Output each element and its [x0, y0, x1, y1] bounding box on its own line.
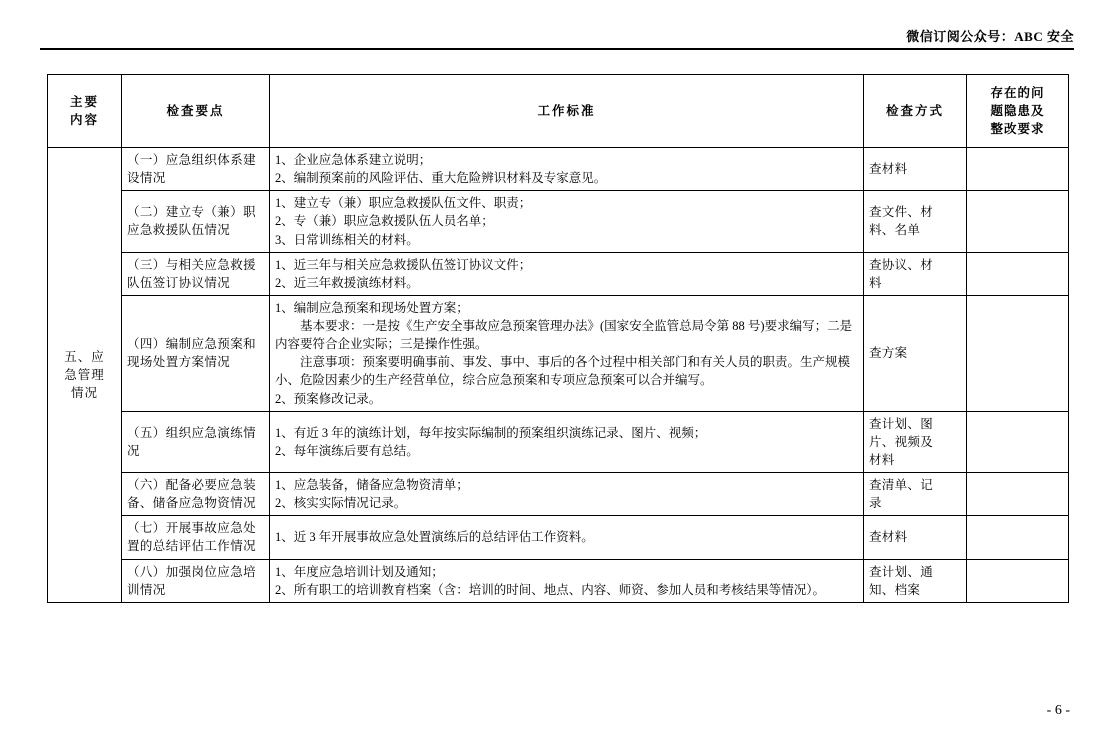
table-row	[48, 295, 1069, 411]
issue-cell[interactable]	[967, 473, 1069, 516]
table-row	[48, 148, 1069, 191]
check-method-cell: 查材料	[864, 516, 967, 559]
issue-cell[interactable]	[967, 191, 1069, 252]
issue-cell[interactable]	[967, 411, 1069, 472]
check-method-cell: 查协议、材 料	[864, 252, 967, 295]
check-method-cell: 查文件、材 料、名单	[864, 191, 967, 252]
issue-cell[interactable]	[967, 252, 1069, 295]
issue-cell[interactable]	[967, 148, 1069, 191]
category-cell-emergency-management: 五、应 急管理 情况	[48, 148, 122, 603]
work-standard-cell: 1、企业应急体系建立说明； 2、编制预案前的风险评估、重大危险辨识材料及专家意见。	[270, 148, 864, 191]
table-row	[48, 411, 1069, 472]
check-point-cell: （八）加强岗位应急培训情况	[122, 559, 270, 602]
checklist-table	[47, 74, 1069, 603]
check-method-cell: 查材料	[864, 148, 967, 191]
work-standard-cell: 1、近 3 年开展事故应急处置演练后的总结评估工作资料。	[270, 516, 864, 559]
check-point-cell: （二）建立专（兼）职应急救援队伍情况	[122, 191, 270, 252]
header-cell-issues: 存在的问 题隐患及 整改要求	[967, 75, 1069, 148]
header-cell-check-method: 检查方式	[864, 75, 967, 148]
issue-cell[interactable]	[967, 559, 1069, 602]
check-point-cell: （三）与相关应急救援队伍签订协议情况	[122, 252, 270, 295]
work-standard-cell: 1、有近 3 年的演练计划，每年按实际编制的预案组织演练记录、图片、视频； 2、每年演练后要有总结。	[270, 411, 864, 472]
checklist-table-wrapper	[47, 74, 1068, 603]
page-header: 微信订阅公众号：ABC 安全	[906, 29, 1074, 44]
table-row	[48, 473, 1069, 516]
header-divider	[40, 48, 1074, 50]
table-row	[48, 559, 1069, 602]
table-header-row	[48, 75, 1069, 148]
check-point-cell: （一）应急组织体系建设情况	[122, 148, 270, 191]
work-standard-cell: 1、年度应急培训计划及通知； 2、所有职工的培训教育档案（含：培训的时间、地点、内容、师资、参加人员和考核结果等情况）。	[270, 559, 864, 602]
check-point-cell: （七）开展事故应急处置的总结评估工作情况	[122, 516, 270, 559]
work-standard-cell: 1、建立专（兼）职应急救援队伍文件、职责； 2、专（兼）职应急救援队伍人员名单； 3、日常训练相关的材料。	[270, 191, 864, 252]
header-cell-category: 主要 内容	[48, 75, 122, 148]
table-body	[48, 148, 1069, 603]
page-number: - 6 -	[1046, 703, 1070, 718]
work-standard-cell: 1、编制应急预案和现场处置方案； 基本要求：一是按《生产安全事故应急预案管理办法》(国家安全监管总局令第 88 号)要求编写；二是内容要符合企业实际；三是操作性强。 注意事项：预案要明确事前、事发、事中、事后的各个过程中相关部门和有关人员的职责。生产规模小、危险因素少的生产经营单位，综合应急预案和专项应急预案可以合并编写。 2、预案修改记录。	[270, 295, 864, 411]
work-standard-cell: 1、近三年与相关应急救援队伍签订协议文件； 2、近三年救援演练材料。	[270, 252, 864, 295]
check-method-cell: 查清单、记 录	[864, 473, 967, 516]
issue-cell[interactable]	[967, 295, 1069, 411]
check-method-cell: 查计划、图 片、视频及 材料	[864, 411, 967, 472]
header-cell-check-points: 检查要点	[122, 75, 270, 148]
check-point-cell: （四）编制应急预案和现场处置方案情况	[122, 295, 270, 411]
check-point-cell: （六）配备必要应急装备、储备应急物资情况	[122, 473, 270, 516]
header-cell-work-standard: 工作标准	[270, 75, 864, 148]
work-standard-cell: 1、应急装备，储备应急物资清单； 2、核实实际情况记录。	[270, 473, 864, 516]
check-point-cell: （五）组织应急演练情况	[122, 411, 270, 472]
table-row	[48, 516, 1069, 559]
check-method-cell: 查计划、通 知、档案	[864, 559, 967, 602]
table-row	[48, 252, 1069, 295]
issue-cell[interactable]	[967, 516, 1069, 559]
table-row	[48, 191, 1069, 252]
check-method-cell: 查方案	[864, 295, 967, 411]
